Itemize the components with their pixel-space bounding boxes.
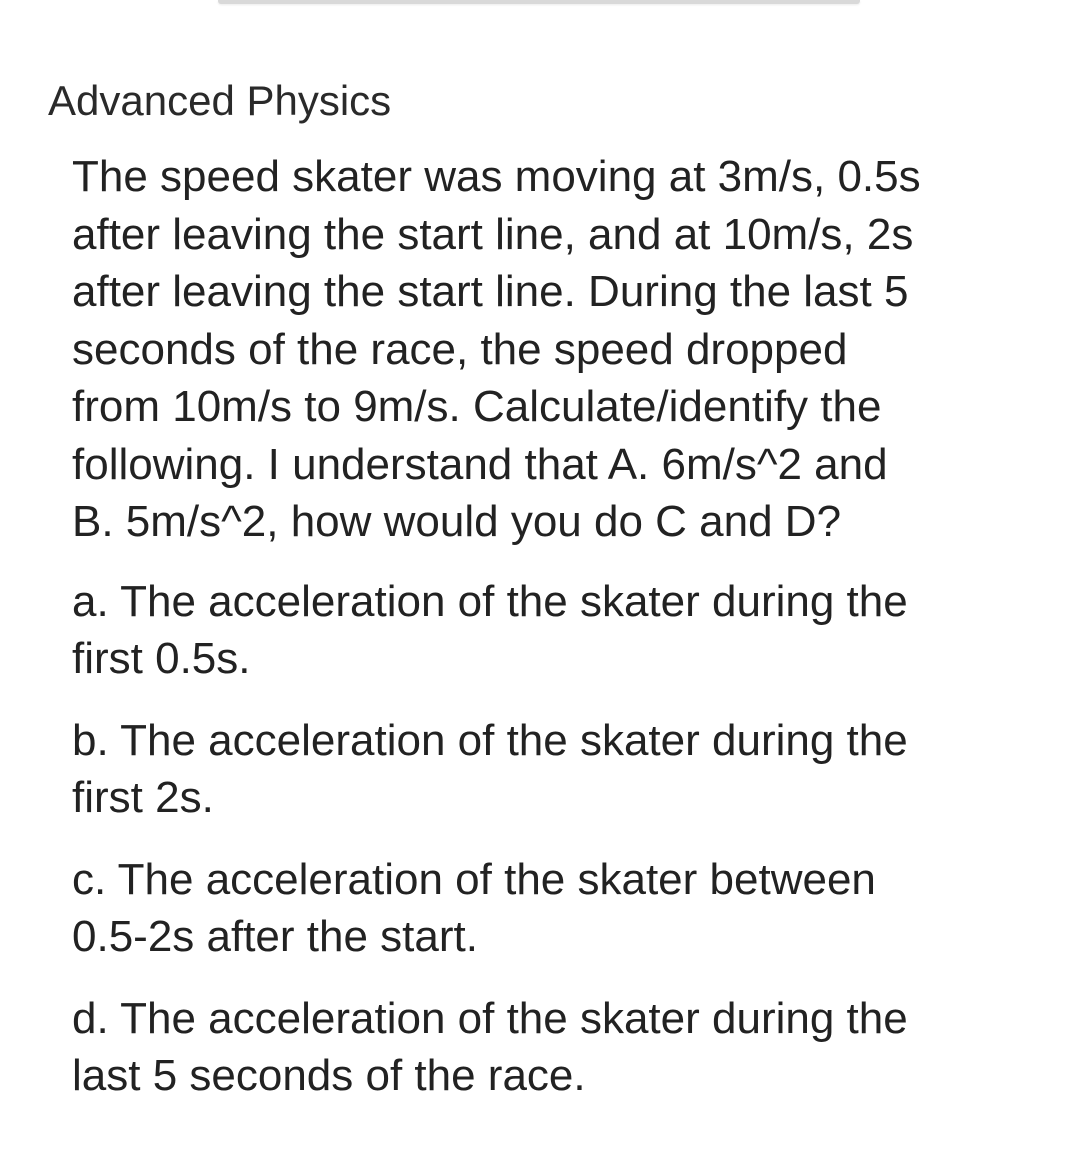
- intro-line: from 10m/s to 9m/s. Calculate/identify the: [72, 382, 882, 431]
- question-body: [72, 148, 1022, 1129]
- part-line: d. The acceleration of the skater during the: [72, 993, 908, 1043]
- part-line: c. The acceleration of the skater between: [72, 854, 876, 904]
- question-part-c: [72, 851, 1022, 966]
- part-line: first 0.5s.: [72, 634, 251, 683]
- part-line: a. The acceleration of the skater during the: [72, 576, 908, 626]
- subject-title: Advanced Physics: [48, 77, 392, 124]
- intro-line: seconds of the race, the speed dropped: [72, 324, 848, 374]
- intro-line: after leaving the start line. During the last 5: [72, 267, 909, 316]
- question-part-b: [72, 712, 1022, 827]
- question-part-a: [72, 573, 1022, 688]
- part-line: 0.5-2s after the start.: [72, 912, 478, 961]
- part-line: first 2s.: [72, 773, 214, 822]
- intro-line: The speed skater was moving at 3m/s, 0.5s: [72, 152, 921, 201]
- intro-line: B. 5m/s^2, how would you do C and D?: [72, 497, 842, 546]
- question-intro: [72, 148, 1022, 551]
- question-part-d: [72, 990, 1022, 1105]
- part-line: b. The acceleration of the skater during the: [72, 715, 908, 765]
- intro-line: after leaving the start line, and at 10m/s, 2s: [72, 209, 914, 259]
- intro-line: following. I understand that A. 6m/s^2 and: [72, 439, 888, 489]
- part-line: last 5 seconds of the race.: [72, 1051, 586, 1100]
- top-divider-bar: [218, 0, 860, 4]
